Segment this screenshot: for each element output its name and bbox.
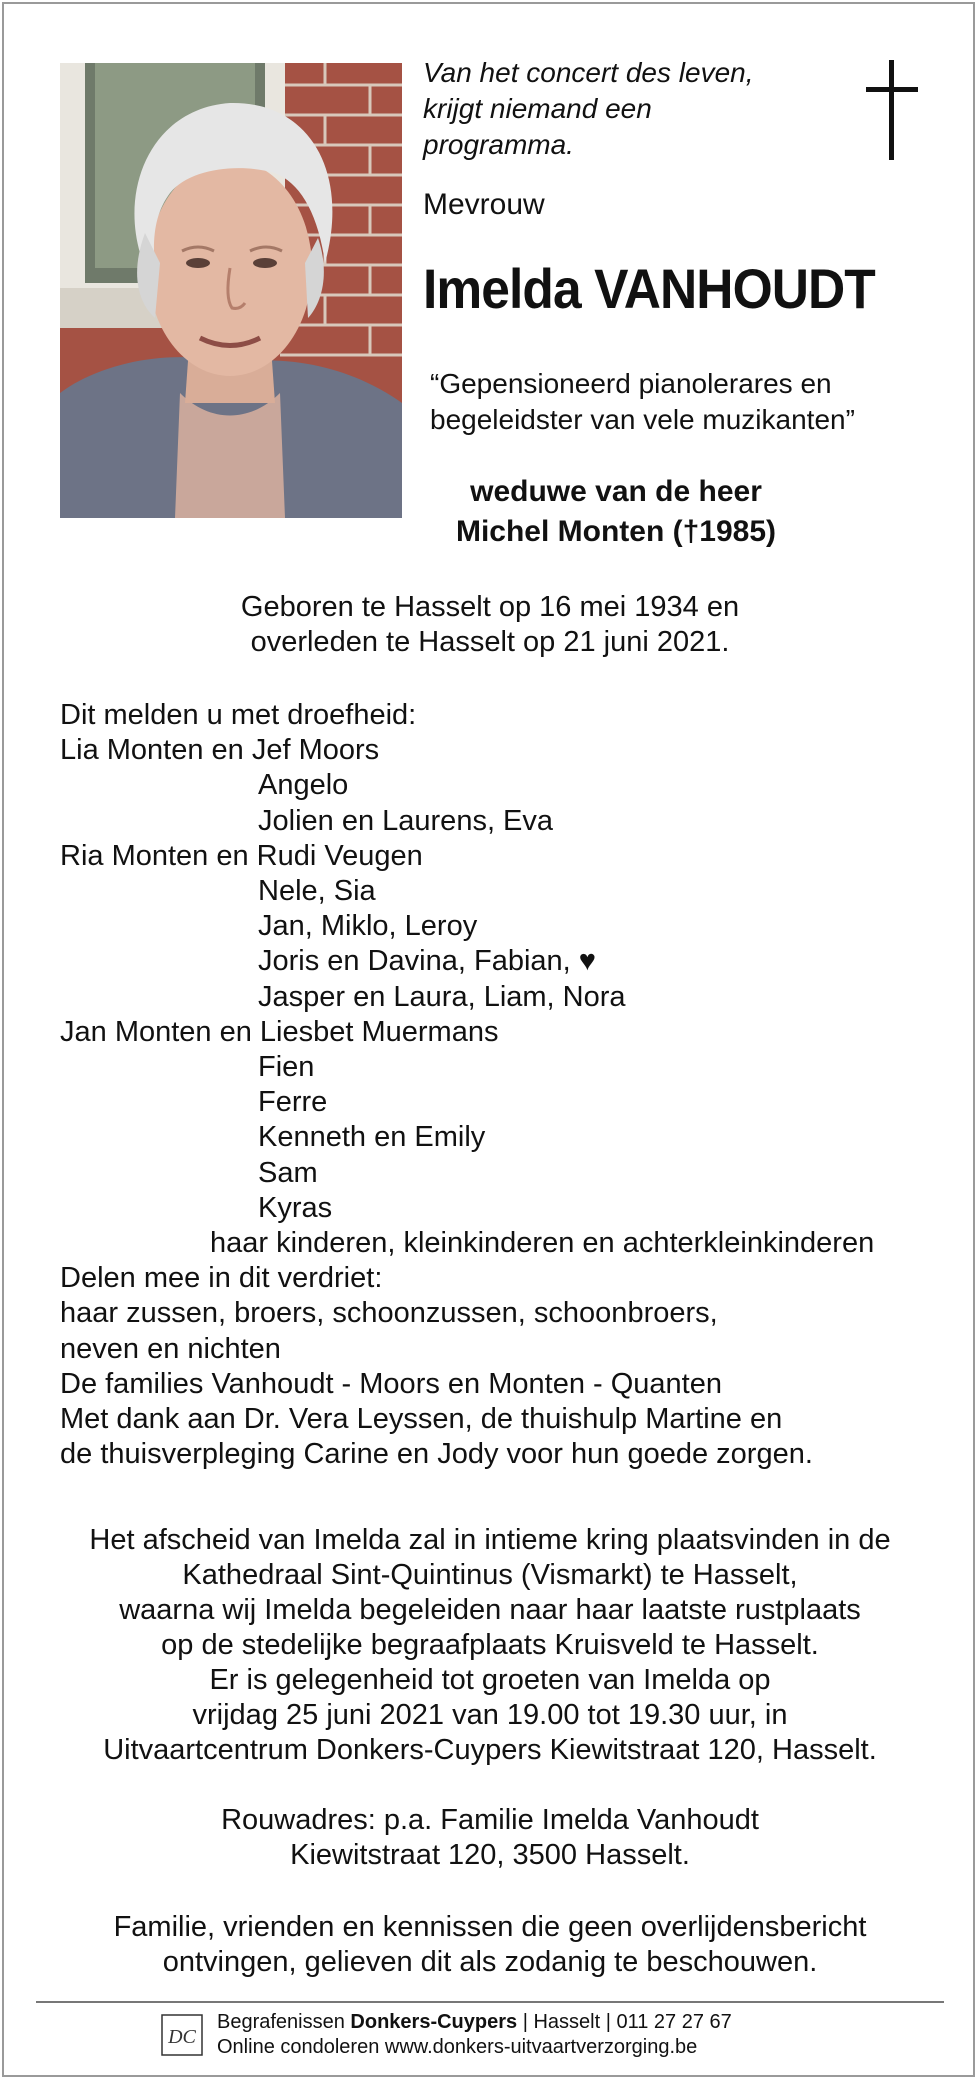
- widow-line: weduwe van de heer: [470, 475, 762, 508]
- birth-line: Geboren te Hasselt op 16 mei 1934 en: [240, 591, 740, 623]
- logo-text: DC: [168, 2026, 196, 2048]
- farewell-line: vrijdag 25 juni 2021 van 19.00 tot 19.30 uur, in: [192, 1699, 788, 1731]
- footer-line-2: Online condoleren www.donkers-uitvaartverzorging.be: [217, 2036, 698, 2058]
- quote-line: begeleidster van vele muzikanten”: [430, 404, 855, 435]
- motto: [423, 55, 823, 163]
- family-line: Delen mee in dit verdriet:: [60, 1262, 383, 1295]
- farewell-line: Het afscheid van Imelda zal in intieme kring plaatsvinden in de: [89, 1524, 891, 1556]
- family-line: Jan Monten en Liesbet Muermans: [60, 1015, 499, 1048]
- widow-of: [396, 472, 836, 552]
- farewell-line: waarna wij Imelda begeleiden naar haar laatste rustplaats: [119, 1594, 861, 1626]
- motto-line: programma.: [423, 129, 574, 160]
- footer-line-1: [217, 2010, 732, 2035]
- widow-line: Michel Monten (†1985): [455, 515, 777, 548]
- footer-prefix: Begrafenissen: [217, 2011, 351, 2033]
- mourning-address: [0, 1803, 980, 1873]
- farewell-line: op de stedelijke begraafplaats Kruisveld te Hasselt.: [161, 1629, 819, 1661]
- deceased-name: Imelda VANHOUDT: [423, 257, 875, 320]
- family-line: Lia Monten en Jef Moors: [60, 734, 380, 767]
- farewell-line: Er is gelegenheid tot groeten van Imelda op: [209, 1664, 771, 1696]
- family-line: Kyras: [258, 1191, 333, 1224]
- closing-note: [0, 1910, 980, 1980]
- closing-note-line: Familie, vrienden en kennissen die geen overlijdensbericht: [113, 1911, 867, 1943]
- death-line: overleden te Hasselt op 21 juni 2021.: [250, 626, 730, 658]
- family-line: neven en nichten: [60, 1332, 281, 1365]
- footer-contact: | Hasselt | 011 27 27 67: [517, 2011, 732, 2033]
- family-line: Ria Monten en Rudi Veugen: [60, 839, 423, 872]
- family-line: Joris en Davina, Fabian, ♥: [258, 945, 596, 978]
- farewell-details: [0, 1523, 980, 1768]
- footer: [217, 2010, 732, 2060]
- family-line: Ferre: [258, 1086, 328, 1119]
- family-line: Angelo: [258, 769, 349, 802]
- family-line: Fien: [258, 1051, 315, 1084]
- footer-divider: [36, 2001, 944, 2003]
- family-line: Kenneth en Emily: [258, 1121, 486, 1154]
- funeral-company: Donkers-Cuypers: [350, 2011, 518, 2033]
- thanks-line: de thuisverpleging Carine en Jody voor hun goede zorgen.: [60, 1438, 813, 1471]
- family-line: De families Vanhoudt - Moors en Monten - Quanten: [60, 1367, 722, 1400]
- family-line: Jasper en Laura, Liam, Nora: [258, 980, 626, 1013]
- quote-line: “Gepensioneerd pianolerares en: [430, 368, 832, 399]
- family-intro: Dit melden u met droefheid:: [60, 699, 417, 731]
- motto-line: krijgt niemand een: [423, 93, 652, 124]
- portrait-photo: [60, 63, 402, 518]
- family-summary: haar kinderen, kleinkinderen en achterkleinkinderen: [210, 1227, 875, 1260]
- farewell-line: Uitvaartcentrum Donkers-Cuypers Kiewitstraat 120, Hasselt.: [103, 1734, 877, 1766]
- family-line: haar zussen, broers, schoonzussen, schoonbroers,: [60, 1297, 718, 1330]
- funeral-home-logo-icon: [160, 2013, 204, 2057]
- motto-line: Van het concert des leven,: [423, 57, 754, 88]
- family-line: Nele, Sia: [258, 875, 376, 908]
- family-line: Jolien en Laurens, Eva: [258, 804, 554, 837]
- family-line: Jan, Miklo, Leroy: [258, 910, 478, 943]
- mourning-address-line: Kiewitstraat 120, 3500 Hasselt.: [290, 1839, 690, 1871]
- family-line: Sam: [258, 1156, 318, 1189]
- birth-death-dates: [0, 590, 980, 660]
- salutation: Mevrouw: [423, 188, 545, 221]
- family-list: [60, 698, 960, 1472]
- farewell-line: Kathedraal Sint-Quintinus (Vismarkt) te Hasselt,: [182, 1559, 798, 1591]
- latin-cross-icon: [862, 60, 922, 160]
- quote: [430, 366, 855, 438]
- mourning-address-line: Rouwadres: p.a. Familie Imelda Vanhoudt: [221, 1804, 759, 1836]
- closing-note-line: ontvingen, gelieven dit als zodanig te beschouwen.: [162, 1946, 818, 1978]
- thanks-line: Met dank aan Dr. Vera Leyssen, de thuishulp Martine en: [60, 1403, 783, 1436]
